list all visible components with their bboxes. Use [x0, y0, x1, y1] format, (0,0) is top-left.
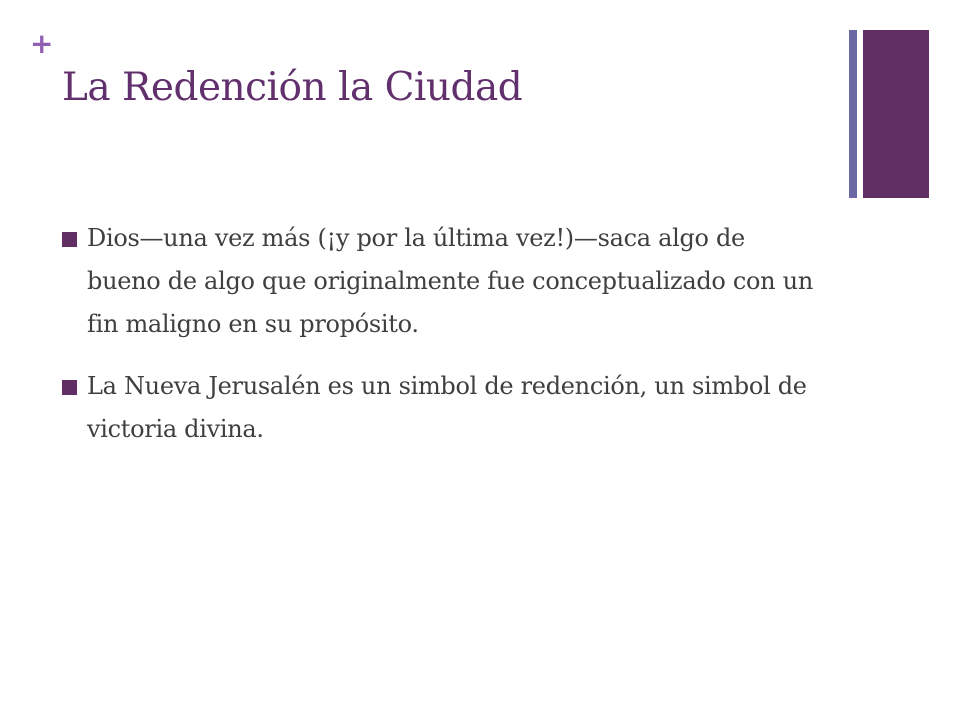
slide-title: La Redención la Ciudad	[62, 65, 523, 110]
plus-icon: +	[30, 27, 54, 60]
square-bullet-icon	[62, 232, 77, 247]
accent-bar-thick	[863, 30, 929, 198]
bullet-item	[62, 365, 822, 451]
bullet-text: La Nueva Jerusalén es un simbol de redención, un simbol de victoria divina.	[87, 372, 807, 443]
accent-bar-thin	[849, 30, 857, 198]
square-bullet-icon	[62, 380, 77, 395]
bullet-item	[62, 217, 822, 346]
bullet-list	[62, 217, 822, 451]
bullet-text: Dios—una vez más (¡y por la última vez!)—saca algo de bueno de algo que originalmente fue conceptualizado con un fin maligno en su propósito.	[87, 224, 813, 338]
